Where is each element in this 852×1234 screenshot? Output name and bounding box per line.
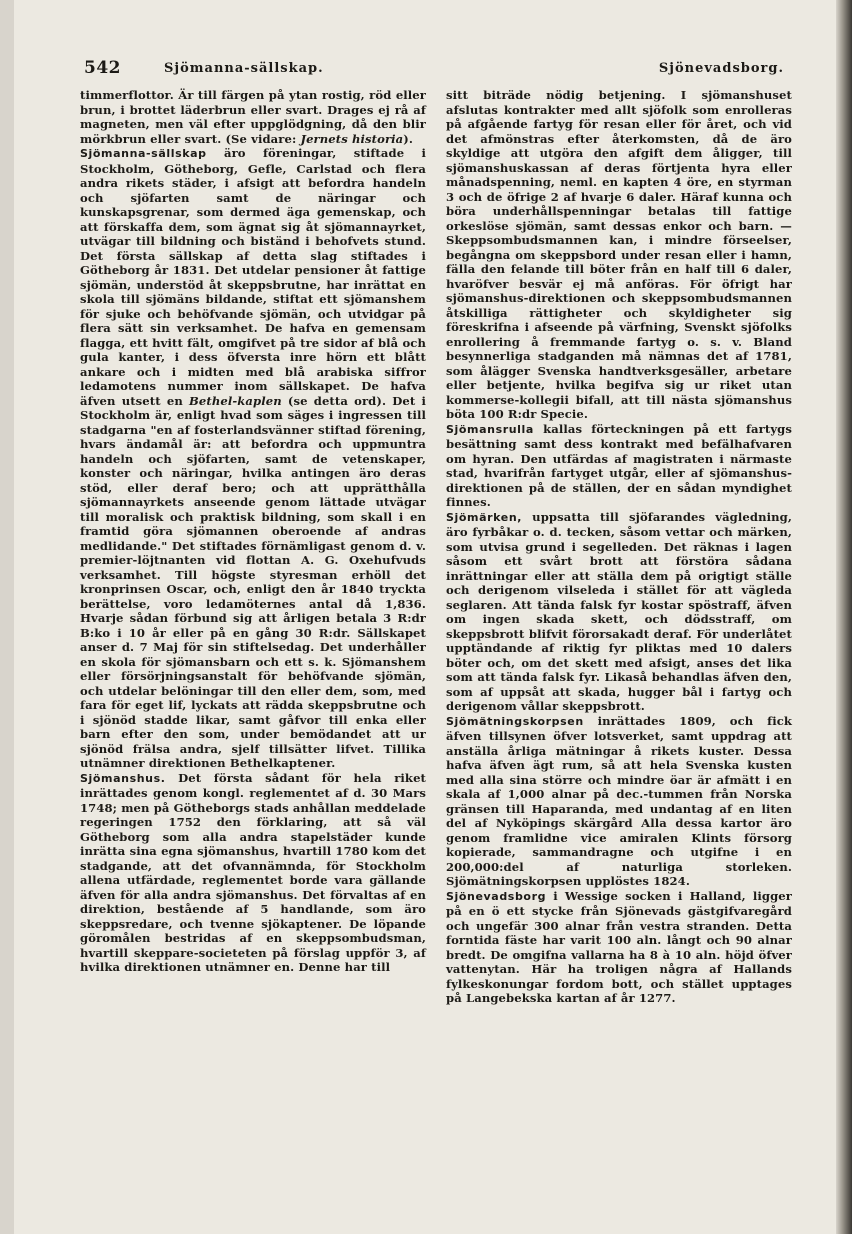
paragraph [80,88,426,146]
headword: Sjönevadsborg [446,889,547,903]
italic-reference: Bethel-kaplen [189,393,282,408]
entry-text: äro föreningar, stiftade i Stockholm, Götheborg, Gefle, Carlstad och flera andra rikets städer, i afsigt att befordra handeln och sjöfarten samt de näringar och kunskapsgrenar, som dermed äga gemenskap, och att förskaffa dem, som ägnat sig åt sjömannayrket, utvägar till bildning och biständ i behofvets stund. Det första sällskap af detta slag stiftades i Götheborg år 1831. Det utdelar pensioner åt fattige sjömän, understöd åt skeppsbrutne, har inrättat en skola till sjömäns bildande, stiftat ett sjömanshem för sjuke och behöfvande sjömän, och utvidgar på flera sätt sin verksamhet. De hafva en gemensam flagga, ett hvitt fält, omgifvet på tre sidor af blå och gula kanter, i dess öfversta inre hörn ett blått ankare och i midten med blå arabiska siffror ledamotens nummer inom sällskapet. De hafva äfven utsett en [80,146,426,408]
paragraph-text: ). [403,131,414,146]
paragraph-text: sitt biträde nödig betjening. I sjömanshuset afslutas kontrakter med allt sjöfolk som enrolleras på afgående fartyg för resan eller för året, och vid det afmönstras efter återkomsten, då de äro skyldige att utgöra den afgift dem åligger, till sjömanshuskassan af deras förtjenta hyra eller månadspenning, neml. en kapten 4 öre, en styrman 3 och de öfrige 2 af hvarje 6 daler. Häraf kunna och böra underhållspenningar betalas till fattige orkeslöse sjömän, samt dessas enkor och barn. — Skeppsombudsmannen kan, i mindre förseelser, begångna om skeppsbord under resan eller i hamn, fälla den felande till böter från en half till 6 daler, hvaröfver besvär ej må anföras. För öfrigt har sjömanshus-direktionen och skeppsombudsmannen åtskilliga rättigheter och skyldigheter sig föreskrifna i afseende på värfning, Svenskt sjöfolks enrollering å fremmande fartyg o. s. v. Bland besynnerliga stadganden må nämnas det af 1781, som ålägger Svenska handtverksgesäller, arbetare eller betjente, hvilka begifva sig ur riket utan kommerse-kollegii bifall, att till nästa sjömanshus böta 100 R:dr Specie. [446,88,792,421]
left-running-head: Sjömanna-sällskap. [164,61,324,76]
entry-sjomanshus [80,771,426,975]
paragraph-text: timmerflottor. Är till färgen på ytan rostig, röd eller brun, i brottet läderbrun eller svart. Drages ej rå af magneten, men väl efter uppglödgning, då den blir mörkbrun eller svart. (Se vidare: [80,88,426,146]
entry-sjomarken [446,510,792,714]
entry-sjonevadsborg [446,889,792,1006]
book-page [14,0,836,1234]
entry-text: inrättades 1809, och fick äfven tillsynen öfver lotsverket, samt uppdrag att anställa årliga mätningar å rikets kuster. Dessa hafva äfven ägt rum, så att hela Svenska kusten med alla sina större och mindre öar är afmätt i en skala af 1,000 alnar på dec.-tummen från Norska gränsen till Haparanda, med undantag af en liten del af Nyköpings skärgård Alla dessa kartor äro genom framlidne vice amiralen Klints försorg kopierade, sammandragne och utgifne i en 200,000:del af naturliga storleken. Sjömätningskorpsen upplöstes 1824. [446,713,792,888]
headword: Sjömanna-sällskap [80,147,207,160]
headword: Sjömansrulla [446,422,534,436]
right-column [446,88,792,1208]
entry-text: uppsatta till sjöfarandes vägledning, äro fyrbåkar o. d. tecken, såsom vettar och märken, som utvisa grund i segelleden. Det räknas i lagen såsom ett svårt brott att förstöra sådana inrättningar eller att ställa dem på origtigt ställe och derigenom vilseleda i stället för att vägleda seglaren. Att tända falsk fyr kostar spöstraff, äfven om ingen skada skett, och dödsstraff, om skeppsbrott blifvit förorsakadt deraf. För underlåtet upptändande af riktig fyr pliktas med 10 dalers böter och, om det skett med afsigt, anses det lika som att tända falsk fyr. Likaså behandlas äfven den, som af uppsåt att skada, hugger bål i fartyg och derigenom vållar skeppsbrott. [446,509,792,713]
headword: Sjömanshus. [80,771,166,785]
entry-text: (se detta ord). Det i Stockholm är, enligt hvad som säges i ingressen till stadgarna "en af fosterlandsvänner stiftad förening, hvars ändamål är: att befordra och uppmuntra handeln och sjöfarten, samt de vetenskaper, konster och näringar, hvilka antingen äro deras stöd, eller deraf bero; och att upprätthålla sjömannayrkets anseende genom lättade utvägar till moralisk och praktisk bildning, som skall i en framtid göra sjömannen oberoende af andras medlidande." Det stiftades förnämligast genom d. v. premier-löjtnanten vid flottan A. G. Oxehufvuds verksamhet. Till högste styresman erhöll det kronprinsen Oscar, och, enligt den år 1840 tryckta berättelse, voro ledamöternes antal då 1,836. Hvarje sådan förbund sig att årligen betala 3 R:dr B:ko i 10 år eller på en gång 30 R:dr. Sällskapet anser d. 7 Maj för sin stiftelsedag. Det underhåller en skola för sjömansbarn och ett s. k. Sjömanshem eller försörjningsanstalt för behöfvande sjömän, och utdelar belöningar till den eller dem, som, med fara för eget lif, lyckats att rädda skeppsbrutne och i sjönöd stadde likar, samt gåfvor till enka eller barn efter den som, under bemödandet att ur sjönöd frälsa andra, sjelf tillsätter lifvet. Tillika utnämner direktionen Bethelkaptener. [80,393,426,770]
text-columns [80,88,792,1208]
entry-sjomanna-sallskap [80,146,426,771]
entry-sjomatningskorpsen [446,714,792,889]
entry-text: Det första sådant för hela riket inrättades genom kongl. reglementet af d. 30 Mars 1748; men på Götheborgs stads anhållan meddelade regeringen 1752 den förklaring, att så väl Götheborg som alla andra stapelstäder kunde inrätta sina egna sjömanshus, hvartill 1780 kom det stadgande, att det ofvannämnda, för Stockholm allena utfärdade, reglementet borde vara gällande äfven för alla andra sjömanshus. Det förvaltas af en direktion, bestående af 5 handlande, som äro skeppsredare, och tvenne sjökaptener. De löpande göromålen bestridas af en skeppsombudsman, hvartill skeppare-societeten på förslag uppför 3, af hvilka direktionen utnämner en. Denne har till [80,770,426,974]
page-header [84,58,784,82]
headword: Sjömärken, [446,510,523,524]
paragraph [446,88,792,422]
italic-reference: Jernets historia [300,131,404,146]
entry-text: kallas förteckningen på ett fartygs besättning samt dess kontrakt med befälhafvaren om hyran. Den utfärdas af magistraten i närmaste stad, hvarifrån fartyget utgår, eller af sjömanshus-direktionen på de ställen, der en sådan myndighet finnes. [446,421,792,509]
left-column [80,88,426,1208]
page-edge-shadow [836,0,852,1234]
entry-sjomansrulla [446,422,792,510]
entry-text: i Wessige socken i Halland, ligger på en ö ett stycke från Sjönevads gästgifvaregård och ungefär 300 alnar från vestra stranden. Detta forntida fäste har varit 100 aln. långt och 90 alnar bredt. De omgifna vallarna ha 8 à 10 aln. höjd öfver vattenytan. Här ha troligen några af Hallands fylkeskonungar fordom bott, och stället upptages på Langebekska kartan af år 1277. [446,888,792,1005]
right-running-head: Sjönevadsborg. [658,61,784,76]
headword: Sjömätningskorpsen [446,714,584,728]
page-number: 542 [84,58,121,78]
